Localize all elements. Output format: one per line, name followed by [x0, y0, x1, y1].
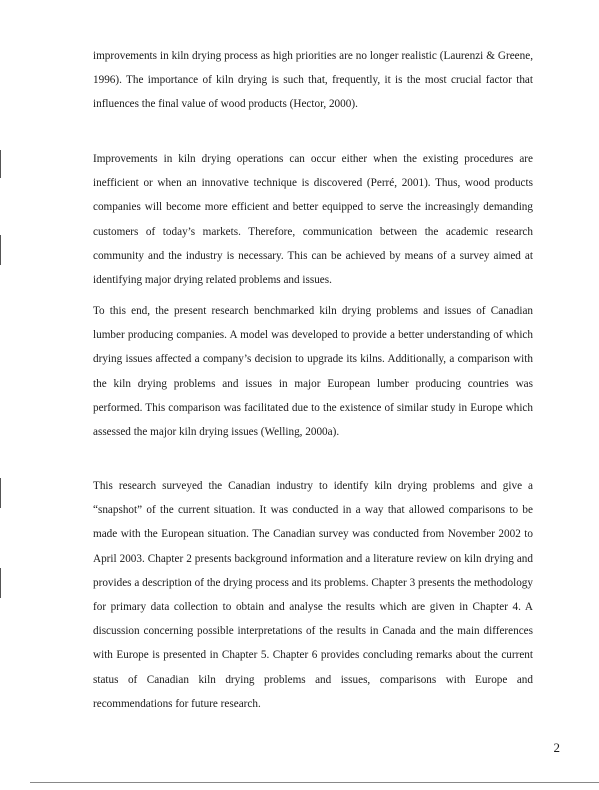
- scan-edge-mark: [0, 568, 1, 598]
- scan-edge-mark: [0, 150, 1, 178]
- scan-edge-mark: [0, 235, 1, 265]
- paragraph-research-benchmark: To this end, the present research benchmarked kiln drying problems and issues of Canadian lumber producing companies. A model was developed to provide a better understanding of which drying issues affected a company’s decision to upgrade its kilns. Additionally, a comparison with the kiln drying problems and issues in major European lumber producing countries was performed. This comparison was facilitated due to the existence of similar study in Europe which assessed the major kiln drying issues (Welling, 2000a).: [93, 305, 533, 439]
- page-number: 2: [553, 740, 560, 755]
- scan-bottom-rule: [30, 782, 599, 783]
- paragraph-kiln-drying-importance: improvements in kiln drying process as high priorities are no longer realistic (Laurenzi & Greene, 1996). The importance of kiln drying is such that, frequently, it is the most crucial factor that influences the final value of wood products (Hector, 2000).: [93, 50, 533, 111]
- paragraph-improvements: Improvements in kiln drying operations can occur either when the existing procedures are inefficient or when an innovative technique is discovered (Perré, 2001). Thus, wood products companies will become more efficient and better equipped to serve the increasingly demanding customers of today’s markets. Therefore, communication between the academic research community and the industry is necessary. This can be achieved by means of a survey aimed at identifying major drying related problems and issues.: [93, 153, 533, 287]
- scan-edge-mark: [0, 478, 1, 508]
- paragraph-survey-overview: This research surveyed the Canadian industry to identify kiln drying problems and give a “snapshot” of the current situation. It was conducted in a way that allowed comparisons to be made with the European situation. The Canadian survey was conducted from November 2002 to April 2003. Chapter 2 presents background information and a literature review on kiln drying and provides a description of the drying process and its problems. Chapter 3 presents the methodology for primary data collection to obtain and analyse the results which are given in Chapter 4. A discussion concerning possible interpretations of the results in Canada and the main differences with Europe is presented in Chapter 5. Chapter 6 provides concluding remarks about the current status of Canadian kiln drying problems and issues, comparisons with Europe and recommendations for future research.: [93, 480, 533, 710]
